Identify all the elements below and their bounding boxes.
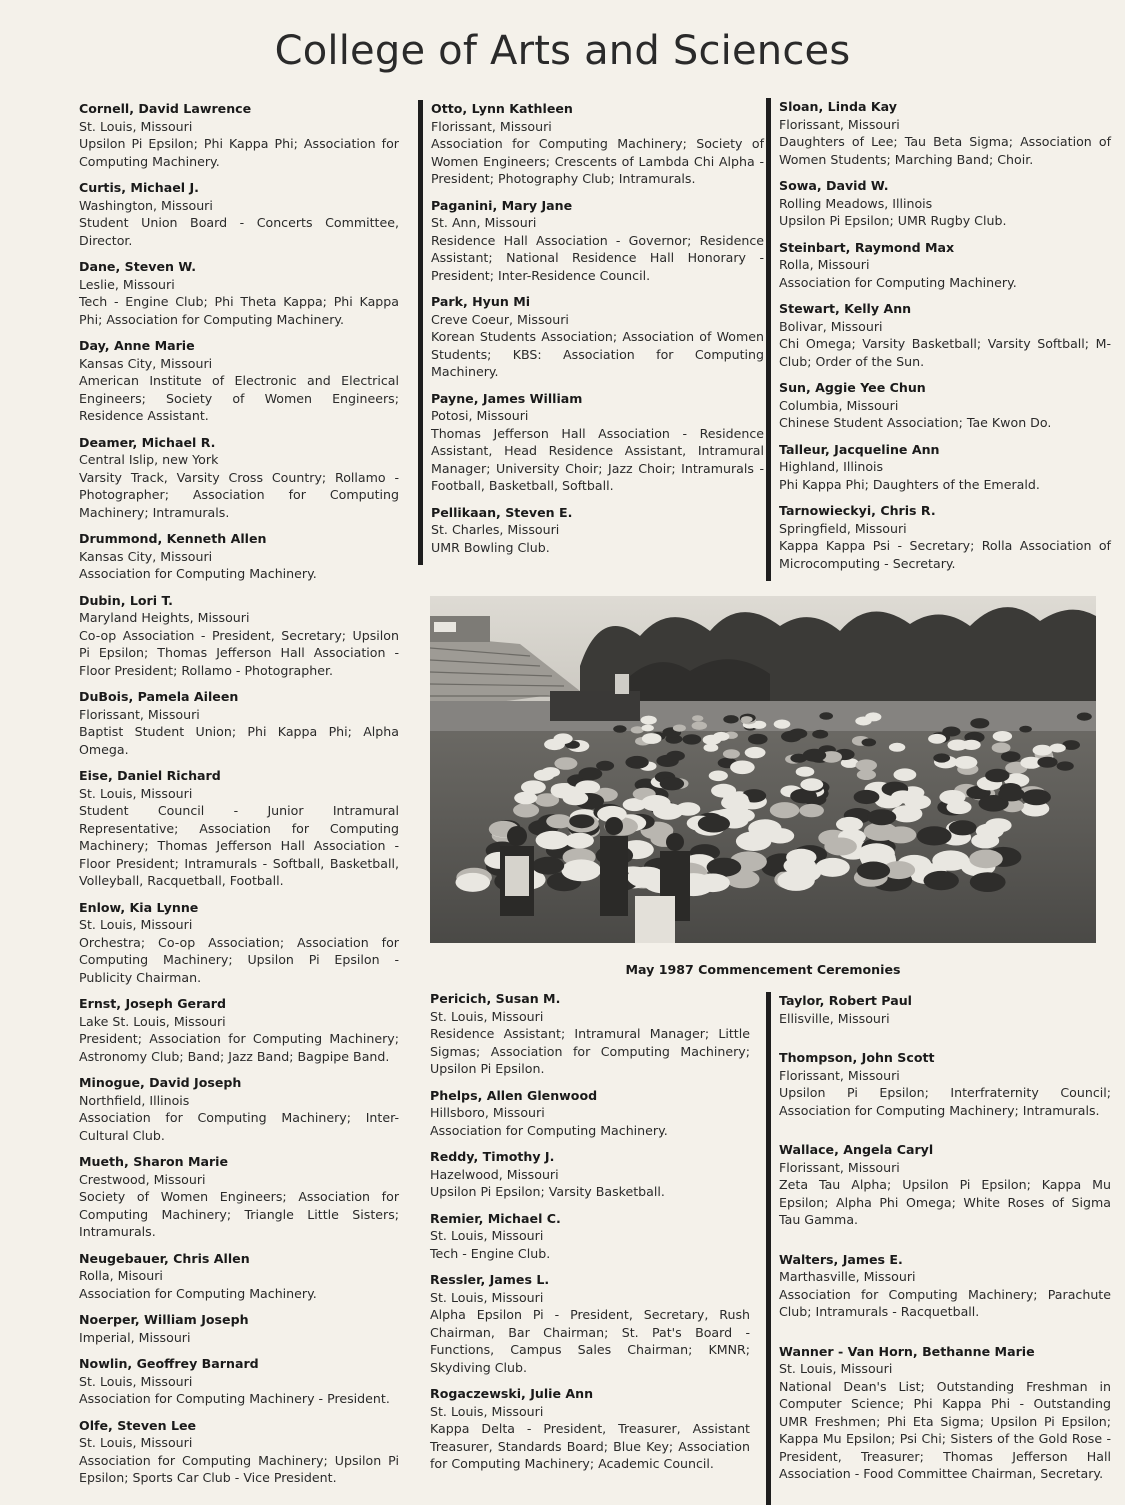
entry-city: Crestwood, Missouri (79, 1171, 206, 1187)
entry-city: Ellisville, Missouri (779, 1010, 890, 1026)
entry-city: St. Charles, Missouri (431, 522, 560, 537)
entry-name: Walters, James E. (779, 1251, 903, 1267)
entry-acts: Co-op Association - President, Secretary; Upsilon Pi Epsilon; Thomas Jefferson Hall Association - Floor President; Rollamo - Photographer. (79, 627, 399, 678)
entry-acts: Association for Computing Machinery. (79, 1285, 317, 1301)
entry-acts: Tech - Engine Club. (430, 1245, 551, 1261)
entry-city: Lake St. Louis, Missouri (79, 1013, 226, 1029)
entry-city: St. Louis, Missouri (79, 785, 193, 801)
entry-name: Ernst, Joseph Gerard (79, 996, 227, 1011)
entry-name: Otto, Lynn Kathleen (431, 101, 573, 116)
entry (79, 767, 399, 890)
entry-acts: Residence Hall Association - Governor; Residence Assistant; National Residence Hall Honorary - President; Inter-Residence Council. (431, 232, 764, 283)
entry-acts: Chi Omega; Varsity Basketball; Varsity Softball; M-Club; Order of the Sun. (779, 336, 1111, 369)
entry-city: Potosi, Missouri (431, 408, 529, 423)
entry-name: Sloan, Linda Kay (779, 99, 897, 114)
entry (431, 293, 764, 381)
entry (779, 1049, 1111, 1119)
entry-city: St. Louis, Missouri (430, 1289, 544, 1305)
entry-city: Maryland Heights, Missouri (79, 610, 250, 625)
entry-name: Neugebauer, Chris Allen (79, 1250, 250, 1266)
entry-acts: President; Association for Computing Machinery; Astronomy Club; Band; Jazz Band; Bagpipe Band. (79, 1031, 399, 1064)
entry-acts: Thomas Jefferson Hall Association - Residence Assistant, Head Residence Assistant, Intramural Manager; University Choir; Jazz Choir; Intramurals - Football, Basketball, Softball. (431, 425, 764, 493)
entry-name: Park, Hyun Mi (431, 294, 531, 309)
entry-name: Reddy, Timothy J. (430, 1149, 555, 1164)
entry (79, 1355, 399, 1408)
entry (79, 995, 399, 1065)
entry-acts: Upsilon Pi Epsilon; Phi Kappa Phi; Association for Computing Machinery. (79, 136, 399, 169)
entry-city: Rolla, Missouri (779, 257, 870, 272)
entry-name: Sun, Aggie Yee Chun (779, 380, 926, 395)
entry-city: Florissant, Missouri (779, 116, 900, 132)
entry-name: Remier, Michael C. (430, 1210, 561, 1226)
column-3-bottom (766, 992, 1111, 1505)
entry-name: Payne, James William (431, 390, 583, 406)
entry-name: Rogaczewski, Julie Ann (430, 1386, 594, 1401)
entry-name: Thompson, John Scott (779, 1050, 935, 1065)
entry (79, 592, 399, 680)
entry-acts: UMR Bowling Club. (431, 539, 550, 555)
entry-city: Northfield, Illinois (79, 1092, 190, 1108)
entry (779, 177, 1111, 230)
entry-city: Marthasville, Missouri (779, 1269, 916, 1284)
entry (779, 992, 1111, 1027)
entry-name: Taylor, Robert Paul (779, 993, 912, 1008)
entry-city: Florissant, Missouri (779, 1159, 900, 1175)
entry-name: Curtis, Michael J. (79, 180, 199, 195)
entry (779, 441, 1111, 494)
entry-name: Sowa, David W. (779, 178, 889, 193)
entry-name: Cornell, David Lawrence (79, 101, 252, 116)
entry-city: Hazelwood, Missouri (430, 1166, 559, 1182)
entry-city: Creve Coeur, Missouri (431, 311, 569, 327)
column-3-top (766, 98, 1111, 581)
column-1 (79, 100, 399, 1496)
entry (79, 1153, 399, 1241)
entry-name: Olfe, Steven Lee (79, 1417, 197, 1433)
entry-acts: Chinese Student Association; Tae Kwon Do. (779, 415, 1052, 430)
entry-acts: Alpha Epsilon Pi - President, Secretary, Rush Chairman, Bar Chairman; St. Pat's Board - Functions, Campus Sales Chairman; KMNR; Skydiving Club. (430, 1307, 750, 1375)
entry-acts: Daughters of Lee; Tau Beta Sigma; Association of Women Students; Marching Band; Choir. (779, 134, 1111, 167)
entry-acts: Association for Computing Machinery - President. (79, 1391, 390, 1406)
column-2-top (418, 100, 764, 565)
entry (779, 1251, 1111, 1321)
entry-city: Central Islip, new York (79, 452, 219, 467)
photo-caption: May 1987 Commencement Ceremonies (625, 962, 901, 977)
entry (779, 98, 1111, 168)
entry-acts: Kappa Delta - President, Treasurer, Assistant Treasurer, Standards Board; Blue Key; Association for Computing Machinery; Academic Council. (430, 1421, 750, 1471)
entry-acts: Association for Computing Machinery; Upsilon Pi Epsilon; Sports Car Club - Vice President. (79, 1452, 399, 1485)
entry-acts: Tech - Engine Club; Phi Theta Kappa; Phi Kappa Phi; Association for Computing Machinery. (79, 294, 399, 327)
entry (779, 1343, 1111, 1483)
entry-name: Steinbart, Raymond Max (779, 239, 955, 255)
entry (79, 1250, 399, 1303)
entry-city: Columbia, Missouri (779, 397, 899, 413)
column-2-bottom (430, 990, 750, 1482)
entry (430, 1271, 750, 1376)
entry (430, 1210, 750, 1263)
entry (430, 1087, 750, 1140)
entry-acts: National Dean's List; Outstanding Freshman in Computer Science; Phi Kappa Phi - Outstanding UMR Freshmen; Phi Eta Sigma; Upsilon Pi Epsilon; Kappa Mu Epsilon; Psi Chi; Sisters of the Gold Rose - President, Treasurer; Thomas Jefferson Hall Association - Food Committee Chairman, Secretary. (779, 1378, 1111, 1481)
entry (430, 1385, 750, 1473)
entry (79, 179, 399, 249)
entry (79, 1074, 399, 1144)
entry-name: Wanner - Van Horn, Bethanne Marie (779, 1343, 1035, 1359)
entry-city: St. Louis, Missouri (79, 1373, 193, 1389)
entry-city: Kansas City, Missouri (79, 355, 213, 371)
entry-city: St. Louis, Missouri (779, 1361, 893, 1376)
entry-acts: Upsilon Pi Epsilon; Interfraternity Council; Association for Computing Machinery; Intramurals. (779, 1085, 1111, 1118)
entry-acts: Baptist Student Union; Phi Kappa Phi; Alpha Omega. (79, 724, 399, 757)
entry-name: Talleur, Jacqueline Ann (779, 441, 940, 457)
entry-city: St. Ann, Missouri (431, 215, 537, 230)
entry-name: Tarnowieckyi, Chris R. (779, 503, 936, 518)
entry-name: Pellikaan, Steven E. (431, 504, 573, 520)
entry-name: Ressler, James L. (430, 1272, 550, 1287)
entry (79, 530, 399, 583)
commencement-photo (430, 596, 1096, 943)
entry-name: Wallace, Angela Caryl (779, 1142, 934, 1157)
entry-acts: Society of Women Engineers; Association for Computing Machinery; Triangle Little Sisters; Intramurals. (79, 1189, 399, 1239)
entry-acts: Orchestra; Co-op Association; Association for Computing Machinery; Upsilon Pi Epsilon - Publicity Chairman. (79, 934, 399, 985)
entry-city: Highland, Illinois (779, 459, 884, 474)
entry-acts: Zeta Tau Alpha; Upsilon Pi Epsilon; Kappa Mu Epsilon; Alpha Phi Omega; White Roses of Sigma Tau Gamma. (779, 1177, 1111, 1227)
entry-city: Rolla, Misouri (79, 1268, 163, 1283)
entry-name: Dane, Steven W. (79, 259, 197, 274)
entry-name: DuBois, Pamela Aileen (79, 689, 239, 704)
entry-city: Bolivar, Missouri (779, 318, 883, 334)
entry-city: St. Louis, Missouri (79, 118, 193, 134)
entry-acts: Phi Kappa Phi; Daughters of the Emerald. (779, 476, 1040, 492)
entry (779, 379, 1111, 432)
entry-acts: Association for Computing Machinery. (779, 274, 1017, 290)
entry-name: Minogue, David Joseph (79, 1075, 242, 1090)
entry-city: Imperial, Missouri (79, 1329, 191, 1345)
entry-city: Florissant, Missouri (779, 1067, 900, 1083)
entry-acts: Student Council - Junior Intramural Representative; Association for Computing Machinery; Thomas Jefferson Hall Association - Floor President; Intramurals - Softball, Basketball, Volleyball, Racquetball, Football. (79, 803, 399, 888)
entry-name: Dubin, Lori T. (79, 592, 173, 608)
entry-acts: Association for Computing Machinery. (430, 1122, 668, 1138)
entry (430, 990, 750, 1078)
entry-city: Hillsboro, Missouri (430, 1105, 545, 1120)
entry-city: Florissant, Missouri (79, 706, 200, 722)
entry-acts: Association for Computing Machinery; Inter-Cultural Club. (79, 1110, 399, 1143)
entry-city: St. Louis, Missouri (430, 1008, 544, 1024)
entry-name: Deamer, Michael R. (79, 434, 216, 450)
entry (79, 1311, 399, 1346)
entry (779, 1141, 1111, 1229)
entry-name: Stewart, Kelly Ann (779, 301, 912, 316)
entry (431, 197, 764, 285)
entry-city: Leslie, Missouri (79, 276, 175, 292)
entry-acts: Varsity Track, Varsity Cross Country; Rollamo - Photographer; Association for Computing Machinery; Intramurals. (79, 469, 399, 520)
entry-city: St. Louis, Missouri (79, 1435, 193, 1450)
entry-name: Nowlin, Geoffrey Barnard (79, 1356, 259, 1371)
entry-acts: Association for Computing Machinery; Parachute Club; Intramurals - Racquetball. (779, 1286, 1111, 1319)
entry (79, 688, 399, 758)
entry-city: Washington, Missouri (79, 197, 213, 213)
entry (79, 258, 399, 328)
entry (79, 434, 399, 522)
entry (431, 100, 764, 188)
entry-acts: Student Union Board - Concerts Committee, Director. (79, 215, 399, 248)
entry-city: Springfield, Missouri (779, 520, 907, 536)
entry-acts: Upsilon Pi Epsilon; UMR Rugby Club. (779, 213, 1007, 228)
entry-name: Drummond, Kenneth Allen (79, 531, 267, 546)
entry-acts: Kappa Kappa Psi - Secretary; Rolla Association of Microcomputing - Secretary. (779, 538, 1111, 571)
entry-acts: Association for Computing Machinery; Society of Women Engineers; Crescents of Lambda Chi Alpha - President; Photography Club; Intramurals. (431, 136, 764, 186)
entry-name: Paganini, Mary Jane (431, 197, 573, 213)
entry-name: Phelps, Allen Glenwood (430, 1087, 598, 1103)
entry (779, 300, 1111, 370)
entry (779, 239, 1111, 292)
entry (79, 337, 399, 425)
page-title: College of Arts and Sciences (274, 28, 851, 74)
entry (431, 504, 764, 557)
entry-city: St. Louis, Missouri (79, 917, 193, 932)
entry (79, 100, 399, 170)
entry-city: Florissant, Missouri (431, 118, 552, 134)
entry (431, 390, 764, 495)
entry-city: St. Louis, Missouri (430, 1228, 544, 1243)
entry-name: Eise, Daniel Richard (79, 768, 221, 783)
entry-name: Day, Anne Marie (79, 338, 195, 353)
entry (79, 1417, 399, 1487)
entry-acts: Residence Assistant; Intramural Manager; Little Sigmas; Association for Computing Machinery; Upsilon Pi Epsilon. (430, 1026, 750, 1076)
entry (79, 899, 399, 987)
entry-city: Kansas City, Missouri (79, 548, 213, 564)
entry-acts: Upsilon Pi Epsilon; Varsity Basketball. (430, 1184, 665, 1199)
entry-city: Rolling Meadows, Illinois (779, 195, 933, 211)
entry-acts: Korean Students Association; Association of Women Students; KBS: Association for Computing Machinery. (431, 329, 764, 379)
entry-city: St. Louis, Missouri (430, 1403, 544, 1419)
entry (779, 502, 1111, 572)
entry-name: Pericich, Susan M. (430, 991, 561, 1006)
entry-acts: American Institute of Electronic and Electrical Engineers; Society of Women Engineers; Residence Assistant. (79, 373, 399, 423)
entry-name: Enlow, Kia Lynne (79, 899, 199, 915)
entry-name: Mueth, Sharon Marie (79, 1154, 229, 1169)
entry-name: Noerper, William Joseph (79, 1312, 249, 1327)
entry-acts: Association for Computing Machinery. (79, 566, 317, 581)
entry (430, 1148, 750, 1201)
